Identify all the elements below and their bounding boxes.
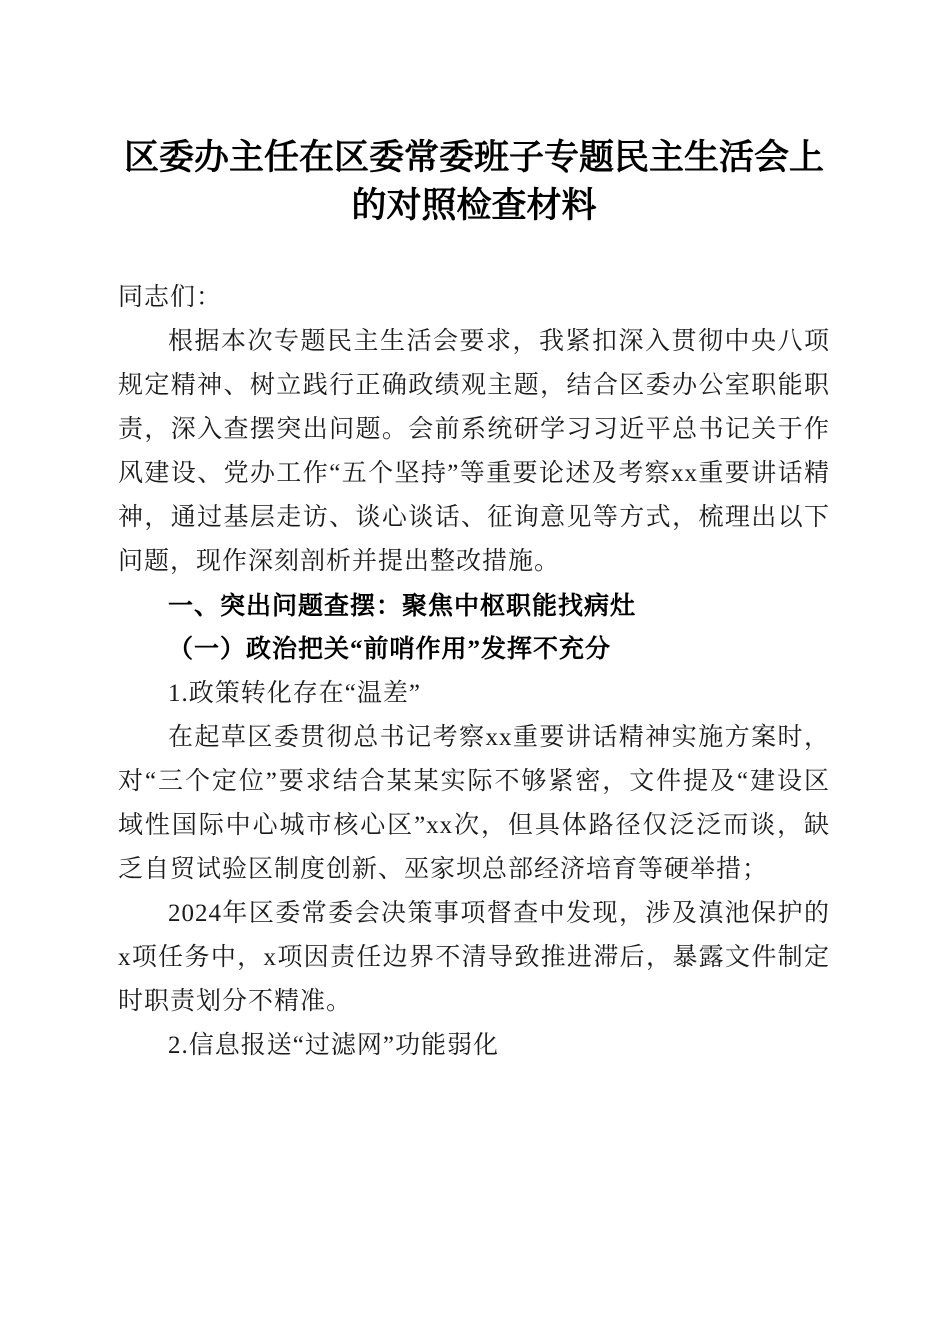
heading3: 1.政策转化存在“温差” (168, 680, 421, 707)
paragraph: 根据本次专题民主生活会要求，我紧扣深入贯彻中央八项规定精神、树立践行正确政绩观主题，结合区委办公室职能职责，深入查摆突出问题。会前系统研学习习近平总书记关于作风建设、党办工作“五个坚持”等重要论述及考察xx重要讲话精神，通过基层走访、谈心谈话、征询意见等方式，梳理出以下问题，现作深刻剖析并提出整改措施。 (118, 328, 830, 575)
document-title: 区委办主任在区委常委班子专题民主生活会上的对照检查材料 (123, 138, 824, 225)
heading1: 一、突出问题查摆：聚焦中枢职能找病灶 (168, 592, 637, 620)
paragraph: 2024年区委常委会决策事项督查中发现，涉及滇池保护的x项任务中，x项因责任边界不清导致推进滞后，暴露文件制定时职责划分不精准。 (118, 900, 830, 1015)
heading3: 2.信息报送“过滤网”功能弱化 (168, 1032, 499, 1059)
heading2: （一）政治把关“前哨作用”发挥不充分 (168, 636, 612, 663)
document-body (118, 276, 830, 1068)
salutation: 同志们： (118, 284, 223, 311)
paragraph: 在起草区委贯彻总书记考察xx重要讲话精神实施方案时，对“三个定位”要求结合某某实际不够紧密，文件提及“建设区域性国际中心城市核心区”xx次，但具体路径仅泛泛而谈，缺乏自贸试验区制度创新、巫家坝总部经济培育等硬举措； (118, 724, 830, 883)
